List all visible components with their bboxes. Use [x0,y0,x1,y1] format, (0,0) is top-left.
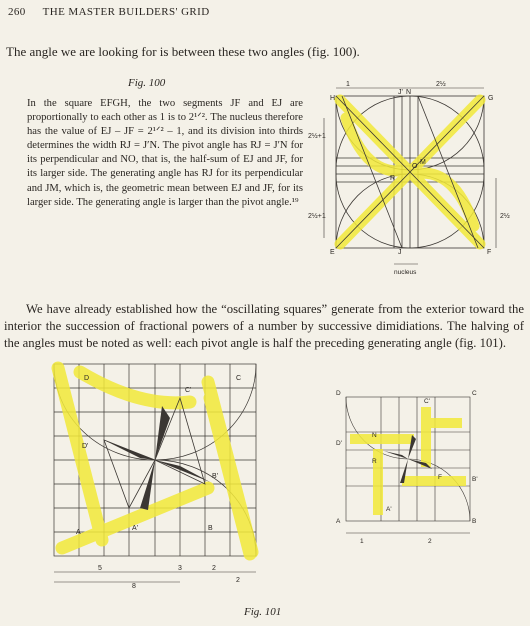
fig101l-label-d2: D' [82,443,89,450]
fig100-label-jp: J' [398,89,403,96]
fig101l-dim-5: 5 [98,565,102,572]
fig100-label-g: G [488,95,494,102]
fig100-label-f: F [487,249,492,256]
fig100-label-m: M [420,159,426,166]
fig100-label-nucleus: nucleus [394,269,417,276]
fig101s-label-d2: D' [336,440,342,447]
fig101l-label-a: A [76,529,81,536]
fig101l-label-c: C [236,375,242,382]
fig101l-dim-2a: 2 [212,565,216,572]
fig101l-label-d: D [84,375,90,382]
fig100-label-n: N [406,89,412,96]
fig101l-dim-2b: 2 [236,577,240,584]
running-head-title: THE MASTER BUILDERS' GRID [42,6,210,18]
fig101l-label-b2: B' [212,473,219,480]
fig101l-dim-8: 8 [132,583,136,590]
fig101s-label-r: R [372,458,377,465]
page-number: 260 [8,6,26,18]
fig100-label-left-lower: 2½+1 [308,213,326,220]
fig100-caption: Fig. 100 [128,77,166,89]
fig101l-label-c2: C' [185,387,192,394]
fig101s-label-b2: B' [472,476,478,483]
fig100-label-right: 2½ [500,213,510,220]
fig100-label-r: R [390,175,396,182]
fig101s-label-f: F [438,474,442,481]
body-paragraph: We have already established how the “oscillating squares” generate from the exterior toward the interior the succession of fractional powers of a number by successive dimidiations. The halving of the angles must be noted as well: each pivot angle is half the preceding generating angle (fig. 101). [4,302,524,350]
fig100-label-o: O [412,163,418,170]
fig100-paragraph: In the square EFGH, the two segments JF and EJ are proportionally to each other as 1 is to 2¹ᐟ². The nucleus therefore has the value of EJ – JF = 2¹ᐟ² – 1, and its division into thirds determines the width RJ = J′N. The pivot angle has RJ = J′N for its perpendicular and NO, that is, the half-sum of EJ and JF, for its larger side. The generating angle has RJ for its perpendicular and JM, which is, the geometric mean between EJ and JF, for its larger side. The generating angle is larger than the pivot angle.¹⁹ [27,98,303,208]
fig100-label-top-right: 2½ [436,81,446,88]
fig101s-label-c2: C' [424,398,430,405]
fig101s-dim-2: 2 [428,538,432,545]
fig100-label-left-upper: 2½+1 [308,133,326,140]
fig100-label-e: E [330,249,335,256]
fig100-label-top-left: 1 [346,81,350,88]
fig101s-label-c: C [472,390,477,397]
fig101l-label-a2: A' [132,525,139,532]
fig101s-label-a2: A' [386,506,392,513]
fig101-large-diagram [40,358,270,595]
fig101-caption: Fig. 101 [244,606,282,618]
fig101s-label-a: A [336,518,341,525]
fig101l-dim-3: 3 [178,565,182,572]
fig101-small-diagram [332,383,508,558]
fig101l-label-b: B [208,525,213,532]
fig101s-label-n: N [372,432,377,439]
running-header [8,6,210,18]
fig100-label-j: J [398,249,402,256]
fig101s-dim-1: 1 [360,538,364,545]
fig100-label-h: H [330,95,336,102]
intro-sentence: The angle we are looking for is between these two angles (fig. 100). [6,44,360,59]
fig100-diagram [306,78,524,283]
fig101s-label-d: D [336,390,341,397]
fig101s-label-b: B [472,518,477,525]
